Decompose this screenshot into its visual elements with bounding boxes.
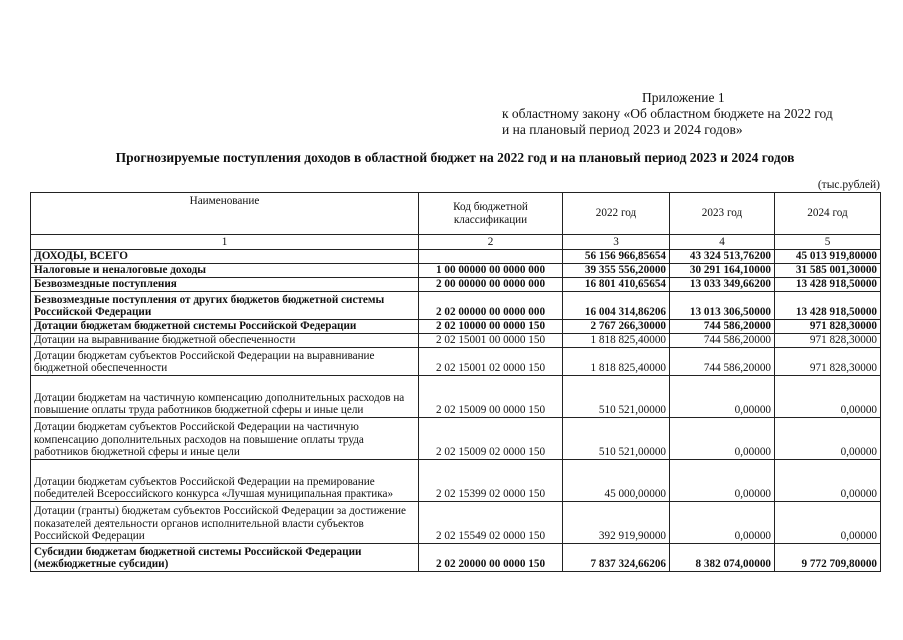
row-code: 1 00 00000 00 0000 000 [419,263,563,277]
table-body [31,250,881,572]
row-value-2022: 1 818 825,40000 [563,347,670,375]
header-code: Код бюджетной классификации [419,193,563,235]
column-number-row [31,235,881,250]
row-value-2023: 0,00000 [670,501,775,543]
row-code: 2 02 15009 00 0000 150 [419,375,563,417]
row-value-2023: 43 324 513,76200 [670,250,775,264]
row-value-2022: 7 837 324,66206 [563,543,670,571]
row-value-2023: 13 033 349,66200 [670,277,775,291]
row-name: Дотации бюджетам субъектов Российской Федерации на выравнивание бюджетной обеспеченности [31,347,419,375]
row-value-2022: 16 004 314,86206 [563,291,670,319]
column-number: 2 [419,235,563,250]
table-row [31,543,881,571]
row-value-2024: 0,00000 [775,501,881,543]
row-value-2023: 744 586,20000 [670,319,775,333]
table-row [31,375,881,417]
header-2022: 2022 год [563,193,670,235]
appendix-line-2: и на плановый период 2023 и 2024 годов» [502,122,743,137]
row-value-2023: 13 013 306,50000 [670,291,775,319]
row-name: Дотации (гранты) бюджетам субъектов Российской Федерации за достижение показателей деятельности органов исполнительной власти субъектов Российской Федерации [31,501,419,543]
table-row [31,319,881,333]
row-value-2022: 2 767 266,30000 [563,319,670,333]
row-value-2024: 13 428 918,50000 [775,277,881,291]
row-name: Дотации бюджетам на частичную компенсацию дополнительных расходов на повышение оплаты труда работников бюджетной сферы и иные цели [31,375,419,417]
row-value-2024: 971 828,30000 [775,319,881,333]
row-value-2022: 1 818 825,40000 [563,333,670,347]
row-value-2023: 0,00000 [670,417,775,459]
row-value-2022: 510 521,00000 [563,417,670,459]
column-number: 3 [563,235,670,250]
row-value-2023: 744 586,20000 [670,347,775,375]
table-row [31,250,881,264]
row-value-2024: 13 428 918,50000 [775,291,881,319]
row-value-2024: 0,00000 [775,375,881,417]
row-value-2023: 0,00000 [670,375,775,417]
table-row [31,501,881,543]
row-name: Дотации бюджетам субъектов Российской Федерации на премирование победителей Всероссийского конкурса «Лучшая муниципальная практика» [31,459,419,501]
table-row [31,347,881,375]
row-name: ДОХОДЫ, ВСЕГО [31,250,419,264]
row-value-2022: 392 919,90000 [563,501,670,543]
row-value-2023: 0,00000 [670,459,775,501]
row-value-2022: 510 521,00000 [563,375,670,417]
row-name: Субсидии бюджетам бюджетной системы Российской Федерации (межбюджетные субсидии) [31,543,419,571]
row-code: 2 02 15009 02 0000 150 [419,417,563,459]
row-value-2023: 30 291 164,10000 [670,263,775,277]
row-code: 2 02 15001 00 0000 150 [419,333,563,347]
row-value-2024: 0,00000 [775,459,881,501]
row-name: Дотации бюджетам субъектов Российской Федерации на частичную компенсацию дополнительных расходов на повышение оплаты труда работников бюджетной сферы и иные цели [31,417,419,459]
row-value-2022: 16 801 410,65654 [563,277,670,291]
table-row [31,291,881,319]
row-name: Налоговые и неналоговые доходы [31,263,419,277]
column-number: 4 [670,235,775,250]
row-value-2024: 9 772 709,80000 [775,543,881,571]
row-name: Безвозмездные поступления [31,277,419,291]
table-row [31,417,881,459]
appendix-header [502,90,892,138]
row-value-2024: 971 828,30000 [775,333,881,347]
header-name: Наименование [31,193,419,235]
row-value-2023: 8 382 074,00000 [670,543,775,571]
row-name: Дотации на выравнивание бюджетной обеспеченности [31,333,419,347]
row-name: Безвозмездные поступления от других бюджетов бюджетной системы Российской Федерации [31,291,419,319]
row-code: 2 02 10000 00 0000 150 [419,319,563,333]
row-value-2024: 0,00000 [775,417,881,459]
header-2024: 2024 год [775,193,881,235]
table-row [31,459,881,501]
header-2023: 2023 год [670,193,775,235]
row-code: 2 02 20000 00 0000 150 [419,543,563,571]
table-row [31,277,881,291]
row-name: Дотации бюджетам бюджетной системы Российской Федерации [31,319,419,333]
row-value-2022: 45 000,00000 [563,459,670,501]
row-code: 2 02 15399 02 0000 150 [419,459,563,501]
units-label: (тыс.рублей) [817,179,880,191]
table-header-row [31,193,881,235]
revenue-table [30,192,881,572]
column-number: 5 [775,235,881,250]
row-code [419,250,563,264]
row-code: 2 00 00000 00 0000 000 [419,277,563,291]
row-value-2023: 744 586,20000 [670,333,775,347]
document-title: Прогнозируемые поступления доходов в областной бюджет на 2022 год и на плановый период 2023 и 2024 годов [115,150,795,165]
column-number: 1 [31,235,419,250]
appendix-line-1: к областному закону «Об областном бюджете на 2022 год [502,106,833,121]
appendix-title: Приложение 1 [642,90,725,105]
row-value-2022: 39 355 556,20000 [563,263,670,277]
row-code: 2 02 15549 02 0000 150 [419,501,563,543]
row-value-2024: 45 013 919,80000 [775,250,881,264]
row-value-2024: 31 585 001,30000 [775,263,881,277]
row-value-2024: 971 828,30000 [775,347,881,375]
row-code: 2 02 00000 00 0000 000 [419,291,563,319]
row-code: 2 02 15001 02 0000 150 [419,347,563,375]
table-row [31,263,881,277]
row-value-2022: 56 156 966,85654 [563,250,670,264]
table-row [31,333,881,347]
